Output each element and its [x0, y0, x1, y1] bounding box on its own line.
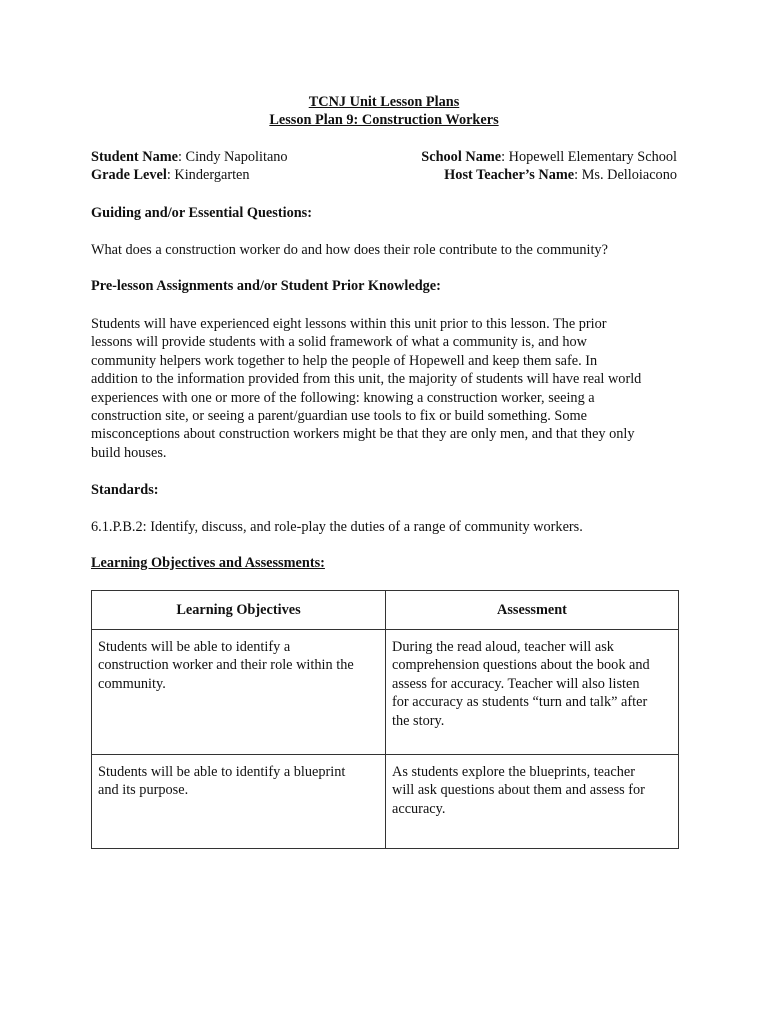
cell-line: As students explore the blueprints, teacher — [392, 764, 635, 780]
prelesson-line: Students will have experienced eight lessons within this unit prior to this lesson. The prior — [91, 316, 607, 332]
lesson-plan-title: Lesson Plan 9: Construction Workers — [269, 112, 499, 128]
grade-level-value: : Kindergarten — [166, 167, 250, 183]
standards-heading: Standards: — [91, 482, 159, 498]
assessment-cell — [386, 630, 679, 755]
standards-text: 6.1.P.B.2: Identify, discuss, and role-play the duties of a range of community workers. — [91, 519, 583, 535]
cell-line: the story. — [392, 712, 445, 729]
objective-cell — [92, 630, 386, 755]
cell-line: for accuracy as students “turn and talk” after — [392, 694, 648, 711]
table-header-row — [92, 591, 679, 630]
school-name-label: School Name — [421, 149, 502, 165]
prelesson-line: addition to the information provided from this unit, the majority of students will have real world — [91, 371, 642, 388]
objectives-heading: Learning Objectives and Assessments: — [91, 555, 325, 571]
cell-line: During the read aloud, teacher will ask — [392, 639, 614, 655]
column-header-objectives: Learning Objectives — [92, 591, 386, 630]
prelesson-line: build houses. — [91, 444, 167, 461]
prelesson-line: community helpers work together to help the people of Hopewell and keep them safe. In — [91, 352, 598, 369]
guiding-questions-heading: Guiding and/or Essential Questions: — [91, 205, 313, 221]
student-name-value: : Cindy Napolitano — [177, 149, 288, 165]
cell-line: construction worker and their role within the — [98, 657, 354, 674]
cell-line: will ask questions about them and assess for — [392, 782, 645, 799]
cell-line: assess for accuracy. Teacher will also listen — [392, 675, 640, 692]
table-row — [92, 630, 679, 755]
prelesson-heading: Pre-lesson Assignments and/or Student Prior Knowledge: — [91, 278, 441, 294]
grade-level-field — [91, 167, 250, 184]
objectives-table — [91, 590, 679, 849]
school-name-value: : Hopewell Elementary School — [501, 149, 677, 165]
cell-line: Students will be able to identify a — [98, 639, 291, 655]
info-row-2 — [91, 167, 677, 184]
student-name-field — [91, 149, 288, 166]
objective-cell — [92, 755, 386, 849]
school-name-field — [421, 149, 677, 166]
prelesson-line: experiences with one or more of the following: knowing a construction worker, seeing a — [91, 389, 595, 406]
cell-line: community. — [98, 675, 166, 692]
host-teacher-value: : Ms. Delloiacono — [574, 167, 677, 183]
cell-line: comprehension questions about the book and — [392, 657, 650, 674]
column-header-assessment: Assessment — [386, 591, 679, 630]
assessment-cell — [386, 755, 679, 849]
table-row — [92, 755, 679, 849]
cell-line: accuracy. — [392, 800, 446, 817]
prelesson-paragraph — [91, 315, 681, 462]
prelesson-line: lessons will provide students with a solid framework of what a community is, and how — [91, 334, 587, 351]
guiding-questions-text: What does a construction worker do and how does their role contribute to the community? — [91, 242, 608, 258]
cell-line: and its purpose. — [98, 782, 189, 799]
grade-level-label: Grade Level — [91, 167, 167, 183]
host-teacher-label: Host Teacher’s Name — [444, 167, 575, 183]
document-title: TCNJ Unit Lesson Plans — [308, 94, 460, 110]
prelesson-line: misconceptions about construction workers might be that they are only men, and that they only — [91, 426, 635, 443]
cell-line: Students will be able to identify a blueprint — [98, 764, 346, 780]
prelesson-line: construction site, or seeing a parent/guardian use tools to fix or build something. Some — [91, 408, 587, 425]
student-name-label: Student Name — [91, 149, 178, 165]
host-teacher-field — [444, 167, 677, 184]
info-row-1 — [91, 149, 677, 166]
